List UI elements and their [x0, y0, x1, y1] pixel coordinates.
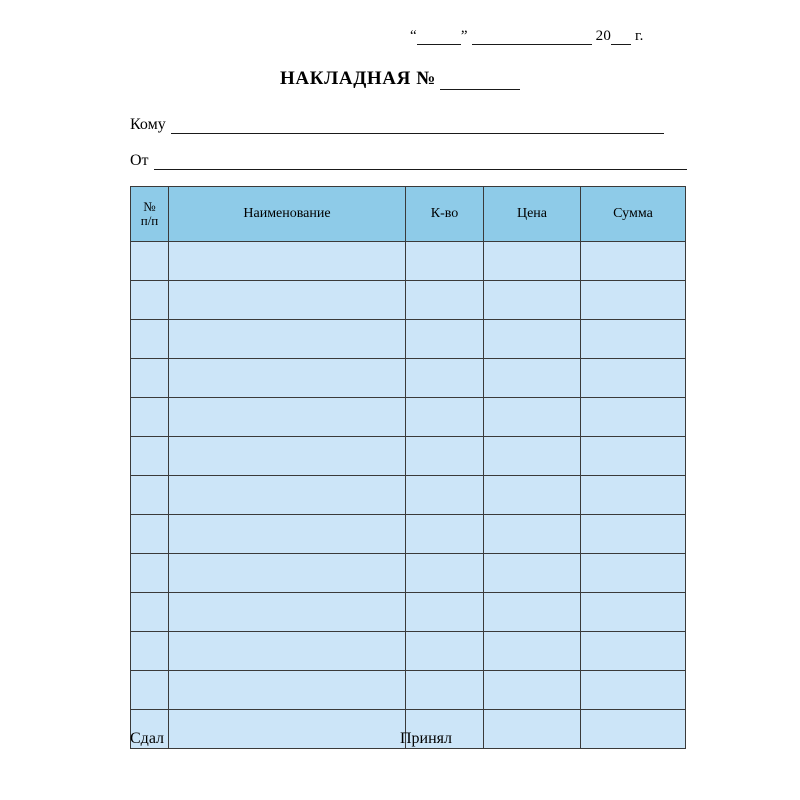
sender-input[interactable] [154, 155, 687, 170]
table-cell[interactable] [131, 632, 169, 671]
column-header-quantity: К-во [406, 187, 484, 242]
recipient-input[interactable] [171, 119, 664, 134]
column-header-number-line1: № [143, 198, 156, 214]
sender-label: От [130, 152, 149, 169]
year-blank[interactable] [611, 31, 631, 45]
table-cell[interactable] [484, 359, 581, 398]
table-cell[interactable] [406, 632, 484, 671]
items-table-head [131, 187, 686, 242]
table-header-row [131, 187, 686, 242]
year-prefix: 20 [595, 28, 612, 44]
column-header-number [131, 187, 169, 242]
table-cell[interactable] [131, 593, 169, 632]
table-cell[interactable] [581, 593, 686, 632]
table-cell[interactable] [484, 710, 581, 749]
table-cell[interactable] [406, 671, 484, 710]
table-cell[interactable] [169, 281, 406, 320]
table-cell[interactable] [131, 554, 169, 593]
table-cell[interactable] [406, 515, 484, 554]
items-table [130, 186, 686, 749]
table-cell[interactable] [484, 320, 581, 359]
table-cell[interactable] [484, 398, 581, 437]
table-row [131, 398, 686, 437]
table-cell[interactable] [581, 437, 686, 476]
table-cell[interactable] [131, 515, 169, 554]
table-cell[interactable] [169, 398, 406, 437]
table-row [131, 593, 686, 632]
table-cell[interactable] [484, 476, 581, 515]
table-cell[interactable] [581, 359, 686, 398]
date-close-quote: ” [460, 28, 468, 44]
table-cell[interactable] [581, 710, 686, 749]
table-cell[interactable] [131, 359, 169, 398]
table-cell[interactable] [169, 632, 406, 671]
table-cell[interactable] [581, 554, 686, 593]
table-cell[interactable] [581, 281, 686, 320]
table-cell[interactable] [406, 359, 484, 398]
table-cell[interactable] [169, 242, 406, 281]
date-line [410, 28, 700, 45]
table-cell[interactable] [581, 515, 686, 554]
table-row [131, 554, 686, 593]
table-cell[interactable] [484, 437, 581, 476]
recipient-label: Кому [130, 116, 166, 133]
recipient-field [130, 116, 664, 134]
column-header-price: Цена [484, 187, 581, 242]
table-cell[interactable] [131, 320, 169, 359]
table-cell[interactable] [484, 593, 581, 632]
day-blank[interactable] [417, 31, 461, 45]
table-cell[interactable] [581, 320, 686, 359]
table-row [131, 281, 686, 320]
table-row [131, 632, 686, 671]
table-cell[interactable] [169, 593, 406, 632]
table-cell[interactable] [581, 671, 686, 710]
page-title [0, 68, 800, 90]
column-header-number-line2: п/п [140, 213, 159, 228]
month-blank[interactable] [472, 31, 592, 45]
table-cell[interactable] [169, 359, 406, 398]
table-row [131, 242, 686, 281]
table-cell[interactable] [169, 671, 406, 710]
table-cell[interactable] [406, 593, 484, 632]
table-row [131, 671, 686, 710]
table-row [131, 515, 686, 554]
table-cell[interactable] [131, 242, 169, 281]
table-cell[interactable] [581, 398, 686, 437]
table-cell[interactable] [131, 398, 169, 437]
items-table-body [131, 242, 686, 749]
table-cell[interactable] [484, 554, 581, 593]
table-cell[interactable] [131, 476, 169, 515]
table-cell[interactable] [406, 242, 484, 281]
table-cell[interactable] [169, 320, 406, 359]
table-cell[interactable] [581, 632, 686, 671]
items-table-wrap [130, 186, 686, 749]
table-cell[interactable] [484, 242, 581, 281]
table-cell[interactable] [406, 554, 484, 593]
table-row [131, 437, 686, 476]
table-row [131, 320, 686, 359]
table-row [131, 476, 686, 515]
column-header-sum: Сумма [581, 187, 686, 242]
table-cell[interactable] [406, 281, 484, 320]
table-cell[interactable] [406, 320, 484, 359]
table-row [131, 359, 686, 398]
table-cell[interactable] [406, 476, 484, 515]
table-cell[interactable] [169, 437, 406, 476]
invoice-number-blank[interactable] [440, 74, 520, 90]
table-cell[interactable] [484, 515, 581, 554]
table-cell[interactable] [169, 515, 406, 554]
page-title-text: НАКЛАДНАЯ № [280, 68, 436, 89]
table-cell[interactable] [406, 437, 484, 476]
table-cell[interactable] [169, 710, 406, 749]
year-suffix: г. [634, 28, 644, 44]
table-cell[interactable] [131, 281, 169, 320]
date-open-quote: “ [410, 28, 417, 44]
table-cell[interactable] [581, 242, 686, 281]
table-cell[interactable] [169, 476, 406, 515]
table-cell[interactable] [484, 671, 581, 710]
table-cell[interactable] [484, 632, 581, 671]
table-cell[interactable] [131, 437, 169, 476]
table-cell[interactable] [484, 281, 581, 320]
received-label: Принял [400, 730, 453, 747]
handed-over-label: Сдал [130, 730, 165, 747]
table-cell[interactable] [581, 476, 686, 515]
sender-field [130, 152, 687, 170]
table-cell[interactable] [131, 671, 169, 710]
table-cell[interactable] [406, 398, 484, 437]
column-header-name: Наименование [169, 187, 406, 242]
table-cell[interactable] [169, 554, 406, 593]
